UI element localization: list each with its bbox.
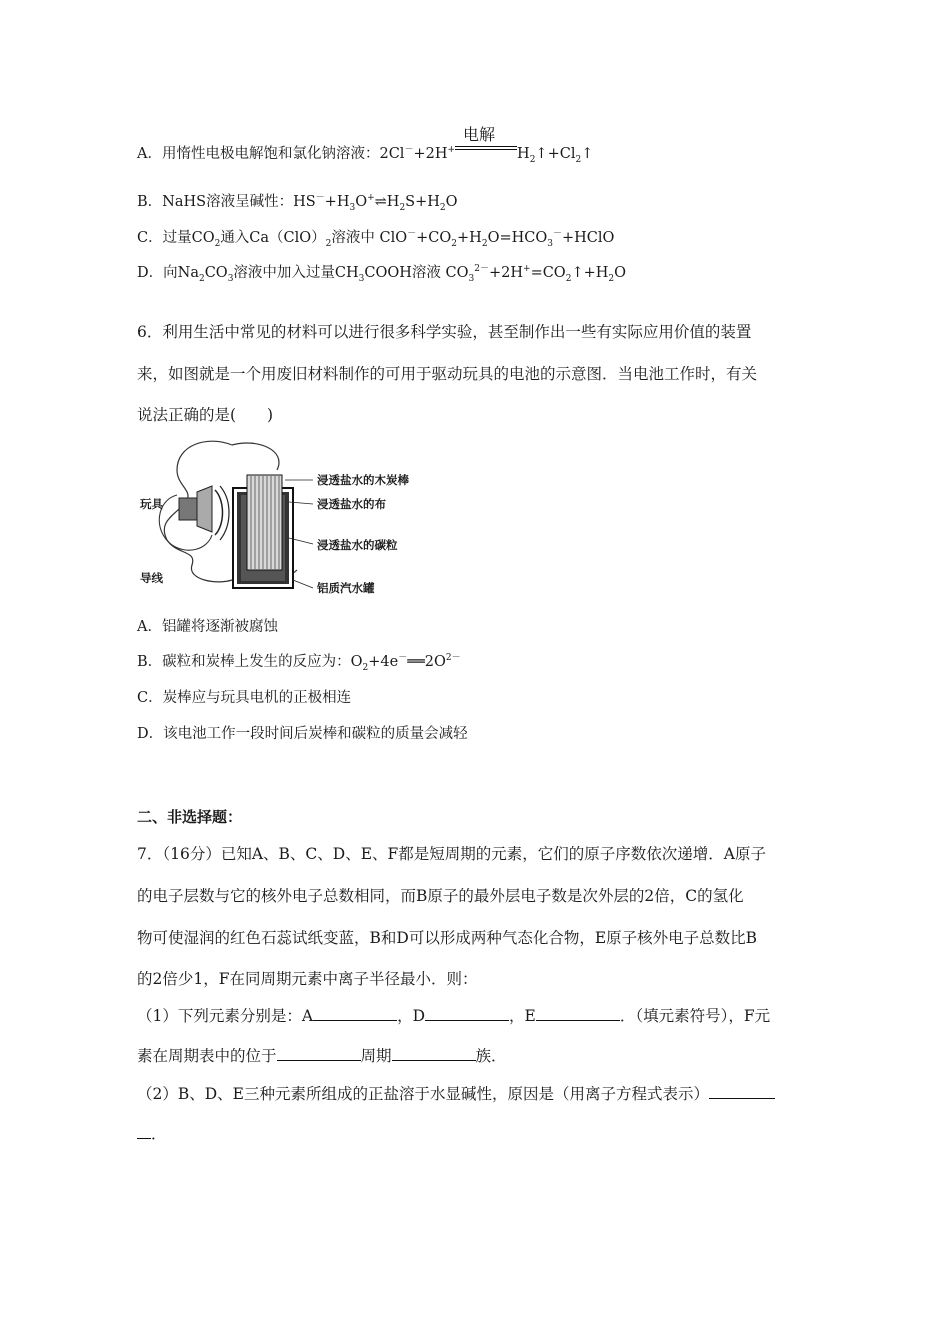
electrolysis-arrow: [455, 125, 517, 158]
answer-blank-group[interactable]: [392, 1046, 476, 1061]
q7-sub2-end: ．: [137, 1122, 167, 1144]
electrolysis-label: 电解: [463, 125, 496, 144]
label-wire: 导线: [140, 571, 163, 585]
q7-line1: 7．（16分）已知A、B、C、D、E、F都是短周期的元素，它们的原子序数依次递增．A原子: [137, 845, 766, 863]
q5-option-b: B．NaHS溶液呈碱性：$HS^-+H_3O^+\rightleftharpoons H_2S+H_2O$: [137, 193, 458, 213]
q6-stem-line3: 说法正确的是( ): [137, 406, 274, 424]
q6-option-b: B．碳粒和炭棒上发生的反应为：$O_2+4e^-══2O^{2-}$: [137, 653, 461, 673]
label-charcoal-rod: 浸透盐水的木炭棒: [317, 473, 409, 487]
q6-stem-line2: 来，如图就是一个用废旧材料制作的可用于驱动玩具的电池的示意图．当电池工作时，有关: [137, 365, 758, 383]
q7-line3: 物可使湿润的红色石蕊试纸变蓝，B和D可以形成两种气态化合物，E原子核外电子总数比B: [137, 929, 758, 947]
label-carbon-granules: 浸透盐水的碳粒: [317, 538, 398, 552]
answer-blank-equation[interactable]: [709, 1084, 775, 1099]
q6-option-d: D．该电池工作一段时间后炭棒和碳粒的质量会减轻: [137, 726, 468, 742]
q5-option-a: A．用惰性电极电解饱和氯化钠溶液：2Cl－+2H+ 电解 $H_2↑+Cl_2↑$: [137, 140, 593, 165]
label-aluminum-can: 铝质汽水罐: [317, 581, 375, 595]
q6-option-a: A．铝罐将逐渐被腐蚀: [137, 619, 278, 635]
answer-blank-a[interactable]: [313, 1006, 397, 1021]
q7-line2: 的电子层数与它的核外电子总数相同，而B原子的最外层电子数是次外层的2倍，C的氢化: [137, 887, 744, 905]
battery-diagram: [137, 440, 409, 600]
q5-option-d: D．向$Na_2CO_3$溶液中加入过量$CH_3COOH$溶液 $CO_3^{2-}+2H^+=CO_2↑+H_2O$: [137, 264, 627, 284]
battery-diagram-drawing: [137, 440, 397, 600]
q7-sub1: （1）下列元素分别是：A ，D ，E ．（填元素符号），F元: [137, 1007, 771, 1025]
answer-blank-period[interactable]: [277, 1046, 361, 1061]
q7-line4: 的2倍少1，F在同周期元素中离子半径最小．则：: [137, 970, 478, 988]
section-heading: 二、非选择题：: [137, 808, 243, 826]
q6-stem-line1: 6．利用生活中常见的材料可以进行很多科学实验，甚至制作出一些有实际应用价值的装置: [137, 323, 752, 341]
answer-blank-e[interactable]: [536, 1006, 620, 1021]
label-toy: 玩具: [140, 497, 163, 511]
answer-blank-equation-cont[interactable]: [137, 1124, 151, 1139]
q7-sub1-line2: 素在周期表中的位于 周期 族．: [137, 1047, 507, 1065]
answer-blank-d[interactable]: [425, 1006, 509, 1021]
label-cloth: 浸透盐水的布: [317, 497, 386, 511]
q7-sub2: （2）B、D、E三种元素所组成的正盐溶于水显碱性，原因是（用离子方程式表示）: [137, 1082, 775, 1104]
q5-option-c: C．过量$CO_2$通入$Ca(ClO)_2$溶液中 $ClO^-+CO_2+H_2O=HCO_3^-+HClO$: [137, 229, 615, 249]
q6-option-c: C．炭棒应与玩具电机的正极相连: [137, 690, 352, 706]
